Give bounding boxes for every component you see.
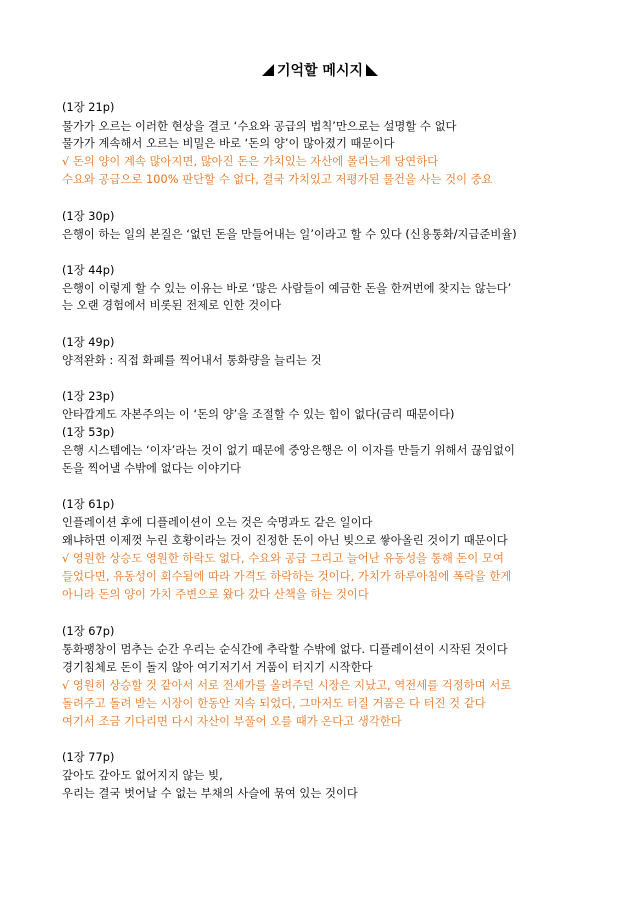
section-ref: (1장 23p) — [62, 390, 115, 403]
section-ref: (1장 21p) — [62, 101, 115, 114]
text-line: 통화팽창이 멈추는 순간 우리는 순식간에 추락할 수밖에 없다. 디플레이션이 시작된 것이다 — [62, 643, 508, 656]
note-line: 들었다면, 유동성이 회수됨에 따라 가격도 하락하는 것이다, 가치가 하루아침에 폭락을 한게 — [62, 570, 512, 583]
triangle-right-icon — [366, 64, 378, 76]
text-line: 갚아도 갚아도 없어지지 않는 빚, — [62, 769, 223, 782]
page-title: 기억할 메시지 — [276, 63, 364, 79]
text-line: 인플레이션 후에 디플레이션이 오는 것은 숙명과도 같은 일이다 — [62, 516, 373, 529]
text-line: 우리는 결국 벗어날 수 없는 부채의 사슬에 묶여 있는 것이다 — [62, 787, 358, 800]
text-line: 은행이 하는 일의 본질은 ‘없던 돈을 만들어내는 일’이라고 할 수 있다 (신용통화/지급준비율) — [62, 228, 517, 241]
text-line: 왜냐하면 이제껏 누린 호황이라는 것이 진정한 돈이 아닌 빚으로 쌓아올린 것이기 때문이다 — [62, 534, 508, 547]
section-ref: (1장 44p) — [62, 264, 115, 277]
text-line: 경기침체로 돈이 돌지 않아 여기저기서 거품이 터지기 시작한다 — [62, 661, 373, 674]
text-line: 양적완화 : 직접 화폐를 찍어내서 통화량을 늘리는 것 — [62, 354, 322, 367]
section-ref: (1장 61p) — [62, 498, 115, 511]
note-line: 수요와 공급으로 100% 판단할 수 없다, 결국 가치있고 저평가된 물건을 사는 것이 중요 — [62, 173, 493, 186]
section-ref: (1장 49p) — [62, 336, 115, 349]
text-line: 는 오랜 경험에서 비롯된 전제로 인한 것이다 — [62, 299, 282, 312]
section-ref: (1장 53p) — [62, 426, 115, 439]
section-ref: (1장 30p) — [62, 210, 115, 223]
text-line: 물가가 오르는 이러한 현상을 결코 ‘수요와 공급의 법칙’만으로는 설명할 수 없다 — [62, 120, 457, 133]
note-line: √ 영원히 상승할 것 같아서 서로 전세가를 올려주던 시장은 지났고, 역전세를 걱정하며 서로 — [62, 679, 512, 692]
triangle-left-icon — [262, 64, 274, 76]
section-ref: (1장 67p) — [62, 625, 115, 638]
note-line: √ 영원한 상승도 영원한 하락도 없다, 수요와 공급 그리고 늘어난 유동성을 통해 돈이 모여 — [62, 552, 504, 565]
note-line: 돌려주고 돌려 받는 시장이 한동안 지속 되었다, 그마저도 터질 거품은 다 터진 것 같다 — [62, 697, 486, 710]
note-line: √ 돈의 양이 계속 많아지면, 많아진 돈은 가치있는 자산에 몰리는게 당연하다 — [62, 155, 439, 168]
note-line: 여기서 조금 기다리면 다시 자산이 부풀어 오를 때가 온다고 생각한다 — [62, 715, 402, 728]
text-line: 물가가 계속해서 오르는 비밀은 바로 ‘돈의 양’이 많아졌기 때문이다 — [62, 137, 395, 150]
section-ref: (1장 77p) — [62, 751, 115, 764]
note-line: 아니라 돈의 양이 가치 주변으로 왔다 갔다 산책을 하는 것이다 — [62, 588, 369, 601]
text-line: 은행 시스템에는 ‘이자’라는 것이 없기 때문에 중앙은행은 이 이자를 만들기 위해서 끊임없이 — [62, 444, 515, 457]
text-line: 안타깝게도 자본주의는 이 ‘돈의 양’을 조절할 수 있는 힘이 없다(금리 때문이다) — [62, 408, 455, 421]
text-line: 은행이 이렇게 할 수 있는 이유는 바로 ‘많은 사람들이 예금한 돈을 한꺼번에 찾지는 않는다’ — [62, 282, 512, 295]
text-line: 돈을 찍어낼 수밖에 없다는 이야기다 — [62, 462, 242, 475]
page-title-row — [0, 60, 640, 80]
